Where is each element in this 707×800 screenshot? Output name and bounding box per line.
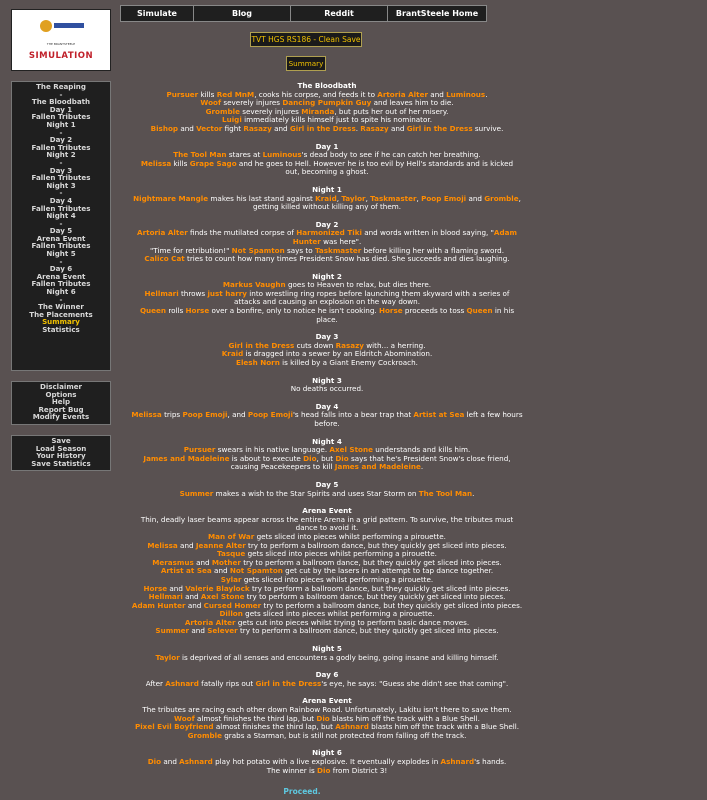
tribute-name: Hunter bbox=[292, 236, 321, 246]
section-title: Night 1 bbox=[312, 184, 342, 194]
tribute-name: Summer bbox=[179, 488, 214, 498]
tribute-name: Ashnard bbox=[335, 722, 369, 732]
logo-subtitle: THE BRANTSTEELE bbox=[46, 42, 76, 46]
event-text: play hot potato with a live explosive. It eventually explodes in bbox=[212, 757, 441, 766]
sidebar-item-fallen-tributes[interactable]: Fallen Tributes bbox=[31, 241, 91, 251]
event-text: . bbox=[485, 89, 488, 99]
sidebar-item-save[interactable]: Save bbox=[51, 436, 71, 445]
event-text: kills bbox=[171, 158, 190, 168]
tribute-name: Pursuer bbox=[183, 445, 216, 455]
event-line bbox=[112, 627, 542, 636]
event-text: before. bbox=[314, 419, 340, 428]
tribute-name: Melissa bbox=[140, 158, 172, 168]
event-text: grabs a Starman, but is still not protected from falling off the track. bbox=[221, 730, 467, 740]
sidebar-separator: - bbox=[59, 294, 63, 304]
tribute-name: Taskmaster bbox=[370, 193, 417, 203]
nav-blog[interactable]: Blog bbox=[193, 5, 291, 22]
event-text: kills bbox=[198, 89, 217, 99]
sidebar-item-night-4[interactable]: Night 4 bbox=[46, 211, 76, 221]
section-title: Day 4 bbox=[315, 401, 339, 411]
event-text: . bbox=[355, 123, 361, 133]
event-line bbox=[112, 732, 542, 741]
summary-content bbox=[112, 82, 542, 775]
tribute-name: Sylar bbox=[220, 574, 242, 584]
event-text: cuts down bbox=[294, 340, 336, 350]
tribute-name: Mother bbox=[211, 557, 241, 567]
event-text: left a few hours bbox=[464, 410, 523, 420]
section-title: Day 2 bbox=[315, 219, 339, 229]
tribute-name: Taskmaster bbox=[314, 245, 362, 255]
tribute-name: Axel Stone bbox=[200, 592, 245, 602]
sidebar-item-arena-event[interactable]: Arena Event bbox=[36, 233, 86, 243]
tribute-name: Gromble bbox=[205, 106, 240, 116]
event-line bbox=[112, 168, 542, 177]
event-text: try to perform a ballroom dance, but they quickly get sliced into pieces. bbox=[249, 583, 511, 593]
tribute-name: Ashnard bbox=[165, 678, 199, 688]
event-line bbox=[112, 490, 542, 499]
event-text: The winner is bbox=[266, 765, 318, 775]
event-line bbox=[112, 255, 542, 264]
sidebar-item-your-history[interactable]: Your History bbox=[36, 451, 86, 461]
tribute-name: Girl in the Dress bbox=[406, 123, 473, 133]
event-text: , and bbox=[227, 410, 248, 420]
event-text: try to perform a ballroom dance, but they quickly get sliced into pieces. bbox=[261, 600, 523, 610]
sidebar-misc-panel bbox=[11, 381, 111, 425]
event-text: makes a wish to the Star Spirits and uses Star Storm on bbox=[213, 488, 419, 498]
sidebar-item-night-1[interactable]: Night 1 bbox=[46, 119, 76, 129]
event-text: . bbox=[420, 462, 424, 472]
event-text: gets sliced into pieces whilst performing a pirouette. bbox=[242, 609, 435, 619]
sidebar-item-the-reaping[interactable]: The Reaping bbox=[36, 82, 86, 91]
nav-brantsteele-home[interactable]: BrantSteele Home bbox=[387, 5, 487, 22]
tribute-name: Kraid bbox=[221, 349, 244, 359]
event-text: and words written in blood saying, " bbox=[361, 228, 494, 238]
tribute-name: Woof bbox=[174, 713, 195, 723]
event-text: , but puts her out of her misery. bbox=[334, 106, 449, 116]
tribute-name: Axel Stone bbox=[329, 445, 373, 455]
event-text: gets cut into pieces whilst trying to perform basic dance moves. bbox=[235, 617, 470, 627]
section-title: Night 2 bbox=[312, 271, 342, 281]
season-title: TVT HGS RS186 - Clean Save bbox=[250, 32, 362, 47]
tribute-name: Grape Sago bbox=[189, 158, 237, 168]
tribute-name: Taylor bbox=[341, 193, 366, 203]
tribute-name: Melissa bbox=[147, 540, 178, 550]
event-text: throws bbox=[178, 288, 208, 298]
tribute-name: Melissa bbox=[131, 410, 162, 420]
event-text: 's eye, he says: "Guess she didn't see that coming". bbox=[321, 678, 509, 688]
event-text: tries to count how many times President Snow has died. She succeeds and dies laughing. bbox=[184, 254, 510, 264]
sidebar-item-options[interactable]: Options bbox=[45, 389, 77, 399]
tribute-name: Taylor bbox=[155, 652, 180, 662]
tribute-name: Selever bbox=[207, 626, 238, 636]
event-text: get cut by the lasers in an attempt to tap dance together. bbox=[282, 566, 494, 576]
event-text: and bbox=[193, 557, 212, 567]
tribute-name: Queen bbox=[466, 306, 493, 316]
event-text: No deaths occurred. bbox=[290, 384, 364, 394]
event-text: and bbox=[466, 193, 485, 203]
tribute-name: Queen bbox=[139, 306, 167, 316]
event-text: from District 3! bbox=[330, 765, 388, 775]
event-text: almost finishes the third lap, but bbox=[213, 722, 336, 732]
event-line bbox=[112, 125, 542, 134]
event-text: with... a herring. bbox=[364, 340, 426, 350]
event-text: fatally rips out bbox=[198, 678, 256, 688]
sidebar-item-night-6[interactable]: Night 6 bbox=[46, 287, 76, 297]
tribute-name: Luigi bbox=[222, 115, 242, 125]
tribute-name: Luminous bbox=[262, 150, 302, 160]
tribute-name: Dio bbox=[147, 757, 162, 766]
event-text: in his bbox=[492, 306, 515, 316]
event-line bbox=[112, 654, 542, 663]
tribute-name: Poop Emoji bbox=[182, 410, 228, 420]
tribute-name: Girl in the Dress bbox=[289, 123, 356, 133]
tribute-name: Horse bbox=[185, 306, 210, 316]
event-line bbox=[112, 203, 542, 212]
tribute-name: The Tool Man bbox=[173, 150, 227, 160]
sidebar-item-day-6[interactable]: Day 6 bbox=[49, 264, 73, 274]
event-text: , but bbox=[316, 453, 336, 463]
nav-simulate[interactable]: Simulate bbox=[120, 5, 194, 22]
sidebar-item-fallen-tributes[interactable]: Fallen Tributes bbox=[31, 142, 91, 152]
nav-reddit[interactable]: Reddit bbox=[290, 5, 388, 22]
sidebar-item-fallen-tributes[interactable]: Fallen Tributes bbox=[31, 112, 91, 122]
event-text: understands and kills him. bbox=[372, 445, 471, 455]
tribute-name: Ashnard bbox=[179, 757, 213, 766]
tribute-name: Rasazy bbox=[360, 123, 389, 133]
event-line bbox=[112, 385, 542, 394]
section-title: Day 1 bbox=[315, 141, 339, 151]
section-title: The Bloodbath bbox=[297, 81, 357, 90]
event-text: and leaves him to die. bbox=[371, 98, 454, 108]
tribute-name: Poop Emoji bbox=[421, 193, 467, 203]
event-text: is about to execute bbox=[229, 453, 304, 463]
logo-simulation-text: SIMULATION bbox=[28, 51, 94, 61]
tribute-name: Girl in the Dress bbox=[255, 678, 322, 688]
event-text: and he goes to Hell. However he is too evil by Hell's standards and is kicked bbox=[236, 158, 514, 168]
event-line bbox=[112, 420, 542, 429]
event-text: 's dead body to see if he can catch her breathing. bbox=[301, 150, 481, 160]
event-text: is dragged into a sewer by an Eldritch Abomination. bbox=[243, 349, 433, 359]
event-text: 's hands. bbox=[474, 757, 507, 766]
event-text: was here". bbox=[320, 236, 362, 246]
sidebar-item-day-3[interactable]: Day 3 bbox=[49, 165, 73, 175]
tribute-name: Luminous bbox=[446, 89, 486, 99]
sidebar-item-night-2[interactable]: Night 2 bbox=[46, 150, 76, 160]
sidebar-separator: - bbox=[59, 157, 63, 167]
event-text: and bbox=[388, 123, 407, 133]
section-title: Night 6 bbox=[312, 748, 342, 758]
tribute-name: just harry bbox=[207, 288, 247, 298]
tribute-name: Gromble bbox=[484, 193, 519, 203]
tribute-name: Artoria Alter bbox=[184, 617, 236, 627]
sidebar-item-the-winner[interactable]: The Winner bbox=[38, 302, 84, 312]
event-text: gets sliced into pieces whilst performing a pirouette. bbox=[241, 574, 434, 584]
sidebar-separator: - bbox=[59, 127, 63, 137]
sidebar-separator: - bbox=[59, 218, 63, 228]
event-text: fight bbox=[222, 123, 244, 133]
sidebar-item-day-5[interactable]: Day 5 bbox=[49, 226, 73, 236]
sidebar-item-night-5[interactable]: Night 5 bbox=[46, 249, 76, 259]
event-text: After bbox=[145, 678, 166, 688]
section-title: Night 5 bbox=[312, 644, 342, 654]
event-text: Thin, deadly laser beams appear across the entire Arena in a grid pattern. To survive, the tributes must bbox=[140, 514, 514, 524]
tribute-name: Dio bbox=[303, 453, 317, 463]
tribute-name: Kraid bbox=[315, 193, 337, 203]
tribute-name: Elesh Norn bbox=[236, 358, 280, 368]
event-text: immediately kills himself just to spite his nominator. bbox=[241, 115, 432, 125]
tribute-name: Hellmari bbox=[148, 592, 183, 602]
top-navigation bbox=[120, 5, 486, 22]
tribute-name: James and Madeleine bbox=[334, 462, 421, 472]
event-text: blasts him off the track with a Blue Shell. bbox=[329, 713, 480, 723]
sidebar-item-save-statistics[interactable]: Save Statistics bbox=[31, 458, 91, 468]
proceed-link[interactable]: Proceed. bbox=[283, 787, 321, 796]
event-text: almost finishes the third lap, but bbox=[194, 713, 317, 723]
tribute-name: Summer bbox=[155, 626, 190, 636]
event-text: getting killed without killing any of them. bbox=[252, 202, 402, 212]
tribute-name: Dancing Pumpkin Guy bbox=[282, 98, 372, 108]
event-text: try to perform a ballroom dance, but they quickly get sliced into pieces. bbox=[245, 540, 507, 550]
tribute-name: Dio bbox=[335, 453, 349, 463]
event-text: attacks and causing an explosion on the way down. bbox=[234, 297, 420, 307]
event-text: 's head falls into a bear trap that bbox=[292, 410, 414, 420]
tribute-name: Miranda bbox=[301, 106, 335, 116]
event-text: "Time for retribution!" bbox=[149, 245, 232, 255]
section-title: Night 3 bbox=[312, 375, 342, 385]
tribute-name: James and Madeleine bbox=[143, 453, 230, 463]
sidebar-item-statistics[interactable]: Statistics bbox=[42, 325, 80, 334]
sidebar-separator: - bbox=[59, 188, 63, 198]
sidebar-item-fallen-tributes[interactable]: Fallen Tributes bbox=[31, 173, 91, 183]
tribute-name: Hellmari bbox=[144, 288, 179, 298]
tribute-name: Adam Hunter bbox=[131, 600, 186, 610]
sidebar-item-arena-event[interactable]: Arena Event bbox=[36, 271, 86, 281]
sidebar-item-summary[interactable]: Summary bbox=[42, 317, 80, 327]
tribute-name: Markus Vaughn bbox=[222, 280, 286, 290]
tribute-name: Vector bbox=[196, 123, 223, 133]
tribute-name: Artoria Alter bbox=[137, 228, 188, 238]
tribute-name: Adam bbox=[493, 228, 517, 238]
event-text: , bbox=[336, 193, 342, 203]
tribute-name: Calico Cat bbox=[144, 254, 185, 264]
event-text: says that he's President Snow's close friend, bbox=[348, 453, 511, 463]
event-text: rolls bbox=[166, 306, 186, 316]
event-text: and bbox=[177, 540, 196, 550]
event-line bbox=[112, 359, 542, 368]
tribute-name: Nightmare Mangle bbox=[133, 193, 209, 203]
tribute-name: The Tool Man bbox=[418, 488, 473, 498]
tribute-name: Pursuer bbox=[166, 89, 199, 99]
event-text: try to perform a ballroom dance, but they quickly get sliced into pieces. bbox=[237, 626, 499, 636]
tribute-name: Not Spamton bbox=[231, 245, 285, 255]
event-text: gets sliced into pieces whilst performing a pirouette. bbox=[245, 549, 437, 559]
section-title: Night 4 bbox=[312, 436, 342, 446]
event-text: finds the mutilated corpse of bbox=[187, 228, 297, 238]
tribute-name: Dio bbox=[316, 713, 330, 723]
tribute-name: Not Spamton bbox=[229, 566, 283, 576]
sidebar-item-the-bloodbath[interactable]: The Bloodbath bbox=[31, 97, 91, 107]
event-text: severely injures bbox=[221, 98, 283, 108]
event-line bbox=[112, 463, 542, 472]
event-text: dance to avoid it. bbox=[295, 523, 359, 533]
event-text: stares at bbox=[226, 150, 263, 160]
event-text: is deprived of all senses and encounters a godly being, going insane and killing himself. bbox=[179, 652, 499, 662]
sidebar-item-fallen-tributes[interactable]: Fallen Tributes bbox=[31, 279, 91, 289]
sidebar-item-the-placements[interactable]: The Placements bbox=[29, 309, 93, 319]
tribute-name: Merasmus bbox=[152, 557, 194, 567]
event-text: severely injures bbox=[239, 106, 302, 116]
event-text: try to perform a ballroom dance, but they quickly get sliced into pieces. bbox=[244, 592, 506, 602]
section-title: Arena Event bbox=[302, 506, 352, 516]
sidebar-separator: - bbox=[59, 89, 63, 99]
tribute-name: Dillon bbox=[219, 609, 243, 619]
tribute-name: Dio bbox=[317, 765, 331, 775]
event-text: and bbox=[178, 123, 197, 133]
event-text: gets sliced into pieces whilst performing a pirouette. bbox=[254, 531, 446, 541]
event-text: and bbox=[428, 89, 447, 99]
event-text: over a bonfire, only to notice he isn't cooking. bbox=[209, 306, 379, 316]
event-text: out, becoming a ghost. bbox=[285, 167, 369, 177]
event-text: proceeds to toss bbox=[402, 306, 467, 316]
sidebar-item-modify-events[interactable]: Modify Events bbox=[32, 412, 90, 422]
sidebar-save-panel bbox=[11, 435, 111, 471]
event-text: into wrestling ring ropes before launching them skyward with a series of bbox=[247, 288, 510, 298]
event-text: makes his last stand against bbox=[208, 193, 316, 203]
sidebar-item-day-4[interactable]: Day 4 bbox=[49, 195, 73, 205]
sidebar-item-help[interactable]: Help bbox=[51, 397, 71, 407]
event-text: , bbox=[518, 193, 521, 203]
event-text: and bbox=[189, 626, 208, 636]
event-text: and bbox=[271, 123, 290, 133]
section-title: Day 5 bbox=[315, 479, 339, 489]
event-text: swears in his native language. bbox=[215, 445, 330, 455]
hunger-games-logo-icon bbox=[36, 16, 86, 36]
tribute-name: Jeanne Alter bbox=[195, 540, 246, 550]
event-text: , cooks his corpse, and feeds it to bbox=[254, 89, 378, 99]
tribute-name: Woof bbox=[200, 98, 222, 108]
event-text: survive. bbox=[472, 123, 504, 133]
summary-button[interactable]: Summary bbox=[286, 56, 326, 71]
tribute-name: Artist at Sea bbox=[160, 566, 212, 576]
sidebar-item-load-season[interactable]: Load Season bbox=[35, 443, 87, 453]
event-text: and bbox=[182, 592, 201, 602]
section-title: Day 6 bbox=[315, 670, 339, 680]
event-line bbox=[112, 767, 542, 776]
sidebar-item-disclaimer[interactable]: Disclaimer bbox=[39, 382, 83, 391]
event-text: and bbox=[161, 757, 180, 766]
sidebar-item-night-3[interactable]: Night 3 bbox=[46, 180, 76, 190]
event-text: and bbox=[167, 583, 186, 593]
tribute-name: Rasazy bbox=[335, 340, 364, 350]
tribute-name: Horse bbox=[378, 306, 403, 316]
section-title: Arena Event bbox=[302, 696, 352, 706]
event-text: , bbox=[416, 193, 422, 203]
event-text: place. bbox=[316, 314, 338, 324]
sidebar-item-report-bug[interactable]: Report Bug bbox=[38, 404, 84, 414]
sidebar-separator: - bbox=[59, 256, 63, 266]
tribute-name: Man of War bbox=[208, 531, 255, 541]
tribute-name: Cursed Homer bbox=[203, 600, 262, 610]
event-text: , bbox=[365, 193, 371, 203]
sidebar-item-fallen-tributes[interactable]: Fallen Tributes bbox=[31, 203, 91, 213]
tribute-name: Valerie Blaylock bbox=[185, 583, 250, 593]
event-text: and bbox=[211, 566, 230, 576]
event-text: causing Peacekeepers to kill bbox=[230, 462, 335, 472]
tribute-name: Artist at Sea bbox=[413, 410, 465, 420]
sidebar-nav-panel bbox=[11, 81, 111, 371]
site-logo[interactable] bbox=[11, 9, 111, 71]
event-line bbox=[112, 680, 542, 689]
tribute-name: Horse bbox=[143, 583, 168, 593]
event-text: says to bbox=[284, 245, 315, 255]
event-text: . bbox=[472, 488, 475, 498]
tribute-name: Ashnard bbox=[440, 757, 475, 766]
tribute-name: Gromble bbox=[187, 730, 222, 740]
tribute-name: Artoria Alter bbox=[377, 89, 428, 99]
tribute-name: Tasque bbox=[217, 549, 246, 559]
event-text: goes to Heaven to relax, but dies there. bbox=[285, 280, 432, 290]
tribute-name: Red MnM bbox=[216, 89, 255, 99]
tribute-name: Bishop bbox=[150, 123, 179, 133]
event-line bbox=[112, 316, 542, 325]
sidebar-item-day-2[interactable]: Day 2 bbox=[49, 135, 73, 145]
tribute-name: Harmonized Tiki bbox=[296, 228, 362, 238]
sidebar-item-day-1[interactable]: Day 1 bbox=[49, 104, 73, 114]
tribute-name: Girl in the Dress bbox=[228, 340, 295, 350]
tribute-name: Poop Emoji bbox=[247, 410, 293, 420]
event-text: trips bbox=[161, 410, 183, 420]
event-text: try to perform a ballroom dance, but they quickly get sliced into pieces. bbox=[240, 557, 502, 567]
tribute-name: Rasazy bbox=[243, 123, 272, 133]
event-text: and bbox=[185, 600, 204, 610]
event-text: before killing her with a flaming sword. bbox=[361, 245, 505, 255]
event-text: is killed by a Giant Enemy Cockroach. bbox=[279, 358, 418, 368]
section-title: Day 3 bbox=[315, 332, 339, 342]
event-text: The tributes are racing each other down Rainbow Road. Unfortunately, Lakitu isn't there to save them. bbox=[142, 705, 512, 715]
event-text: blasts him off the track with a Blue Shell. bbox=[368, 722, 520, 732]
tribute-name: Pixel Evil Boyfriend bbox=[134, 722, 214, 732]
